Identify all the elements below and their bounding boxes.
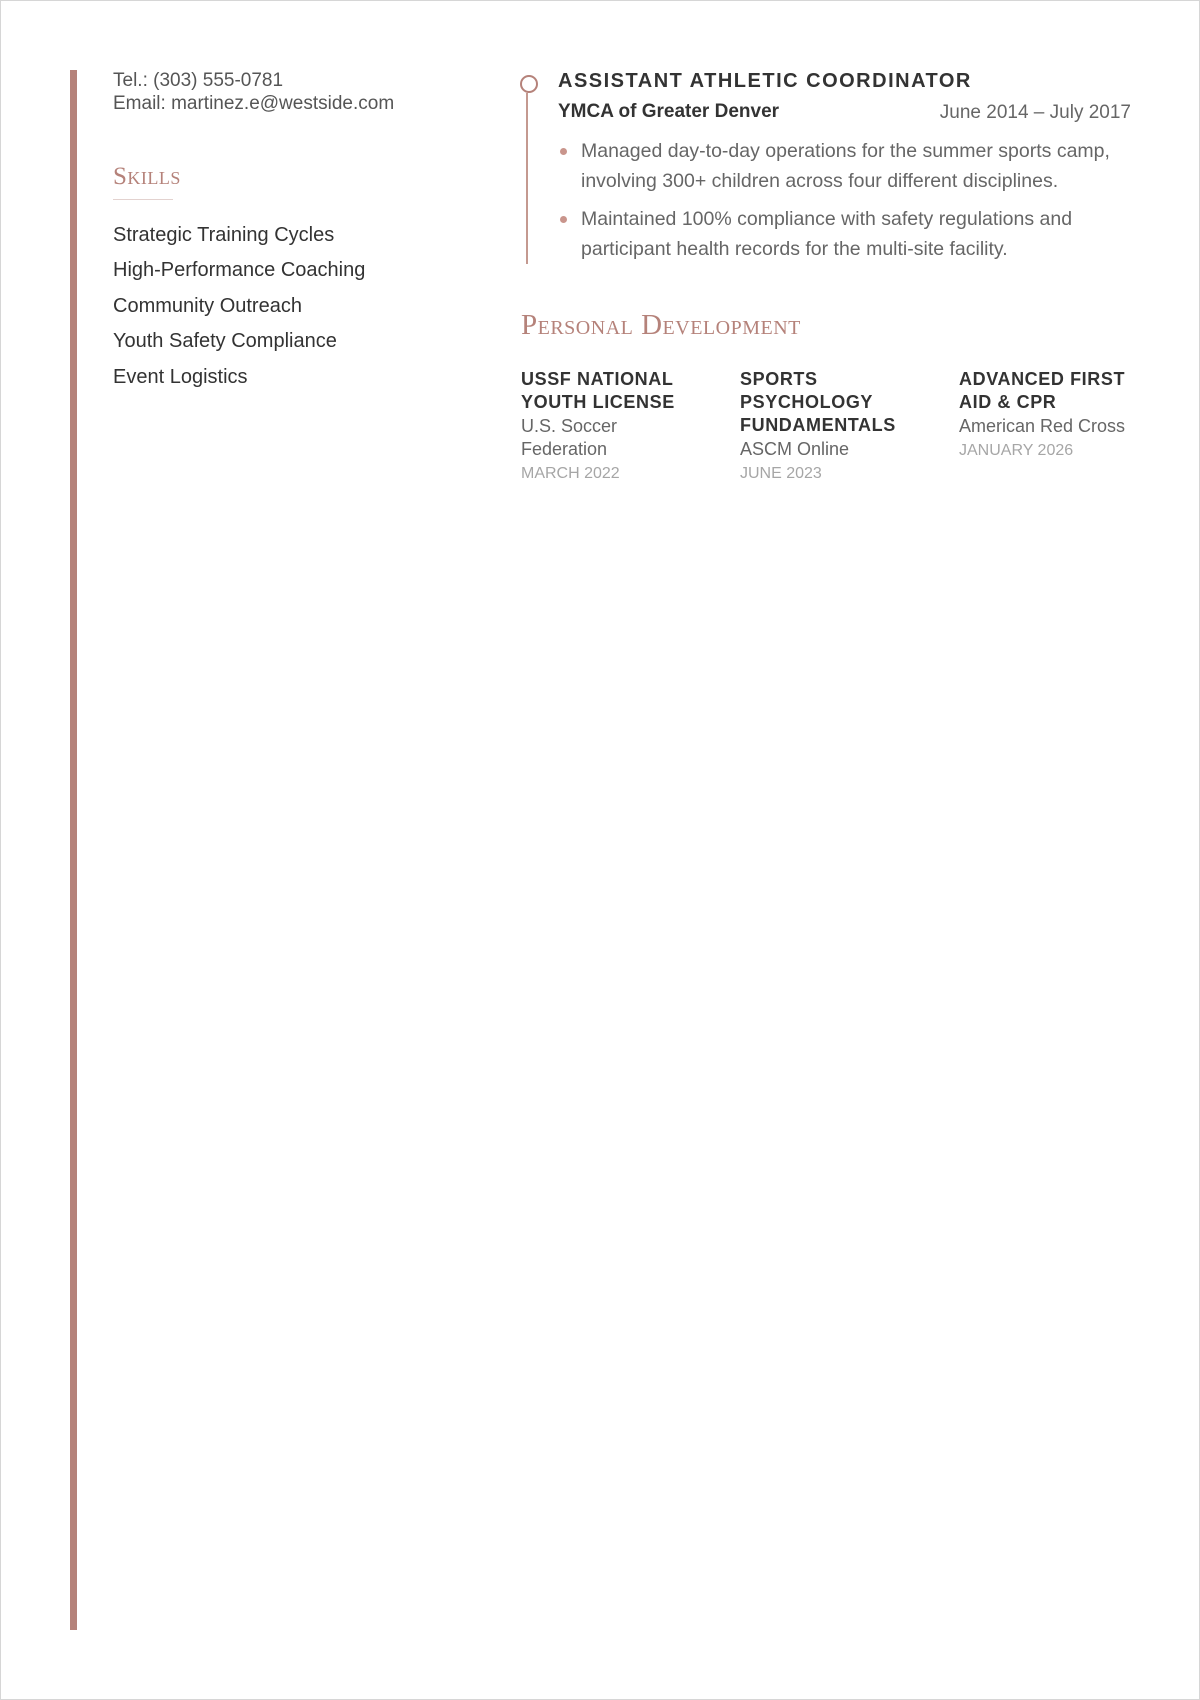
certification-card	[521, 368, 711, 485]
certification-issuer: ASCM Online	[740, 439, 850, 459]
skills-heading: Skills	[113, 163, 181, 190]
personal-development-heading: Personal Development	[521, 309, 801, 341]
timeline-line	[526, 93, 528, 264]
job-bullet: Managed day-to-day operations for the summer sports camp, involving 300+ children across four different disciplines.	[581, 140, 1110, 192]
timeline-marker-icon	[520, 75, 538, 93]
skills-divider	[113, 199, 173, 200]
contact-phone: Tel.: (303) 555-0781	[113, 70, 284, 91]
job-bullet: Maintained 100% compliance with safety regulations and participant health records for the multi-site facility.	[581, 208, 1073, 260]
bullet-icon	[560, 148, 567, 155]
certification-name: SPORTS PSYCHOLOGY FUNDAMENTALS	[740, 369, 896, 435]
certification-issuer: American Red Cross	[959, 416, 1126, 436]
accent-bar	[70, 70, 77, 1630]
skill-item: Strategic Training Cycles	[113, 224, 335, 246]
certification-name: USSF NATIONAL YOUTH LICENSE	[521, 369, 675, 412]
skill-item: Event Logistics	[113, 366, 248, 388]
skill-item: Youth Safety Compliance	[113, 330, 337, 352]
certification-date: JUNE 2023	[740, 465, 822, 482]
skill-item: High-Performance Coaching	[113, 259, 366, 281]
certification-card	[959, 368, 1139, 462]
certification-date: MARCH 2022	[521, 465, 620, 482]
certification-card	[740, 368, 910, 485]
job-title: ASSISTANT ATHLETIC COORDINATOR	[558, 70, 972, 92]
certification-date: JANUARY 2026	[959, 442, 1074, 459]
contact-email: Email: martinez.e@westside.com	[113, 93, 395, 114]
job-organization: YMCA of Greater Denver	[558, 101, 780, 122]
certification-issuer: U.S. Soccer Federation	[521, 416, 618, 459]
certification-name: ADVANCED FIRST AID & CPR	[959, 369, 1126, 412]
bullet-icon	[560, 216, 567, 223]
skill-item: Community Outreach	[113, 295, 302, 317]
job-dates: June 2014 – July 2017	[939, 102, 1131, 123]
